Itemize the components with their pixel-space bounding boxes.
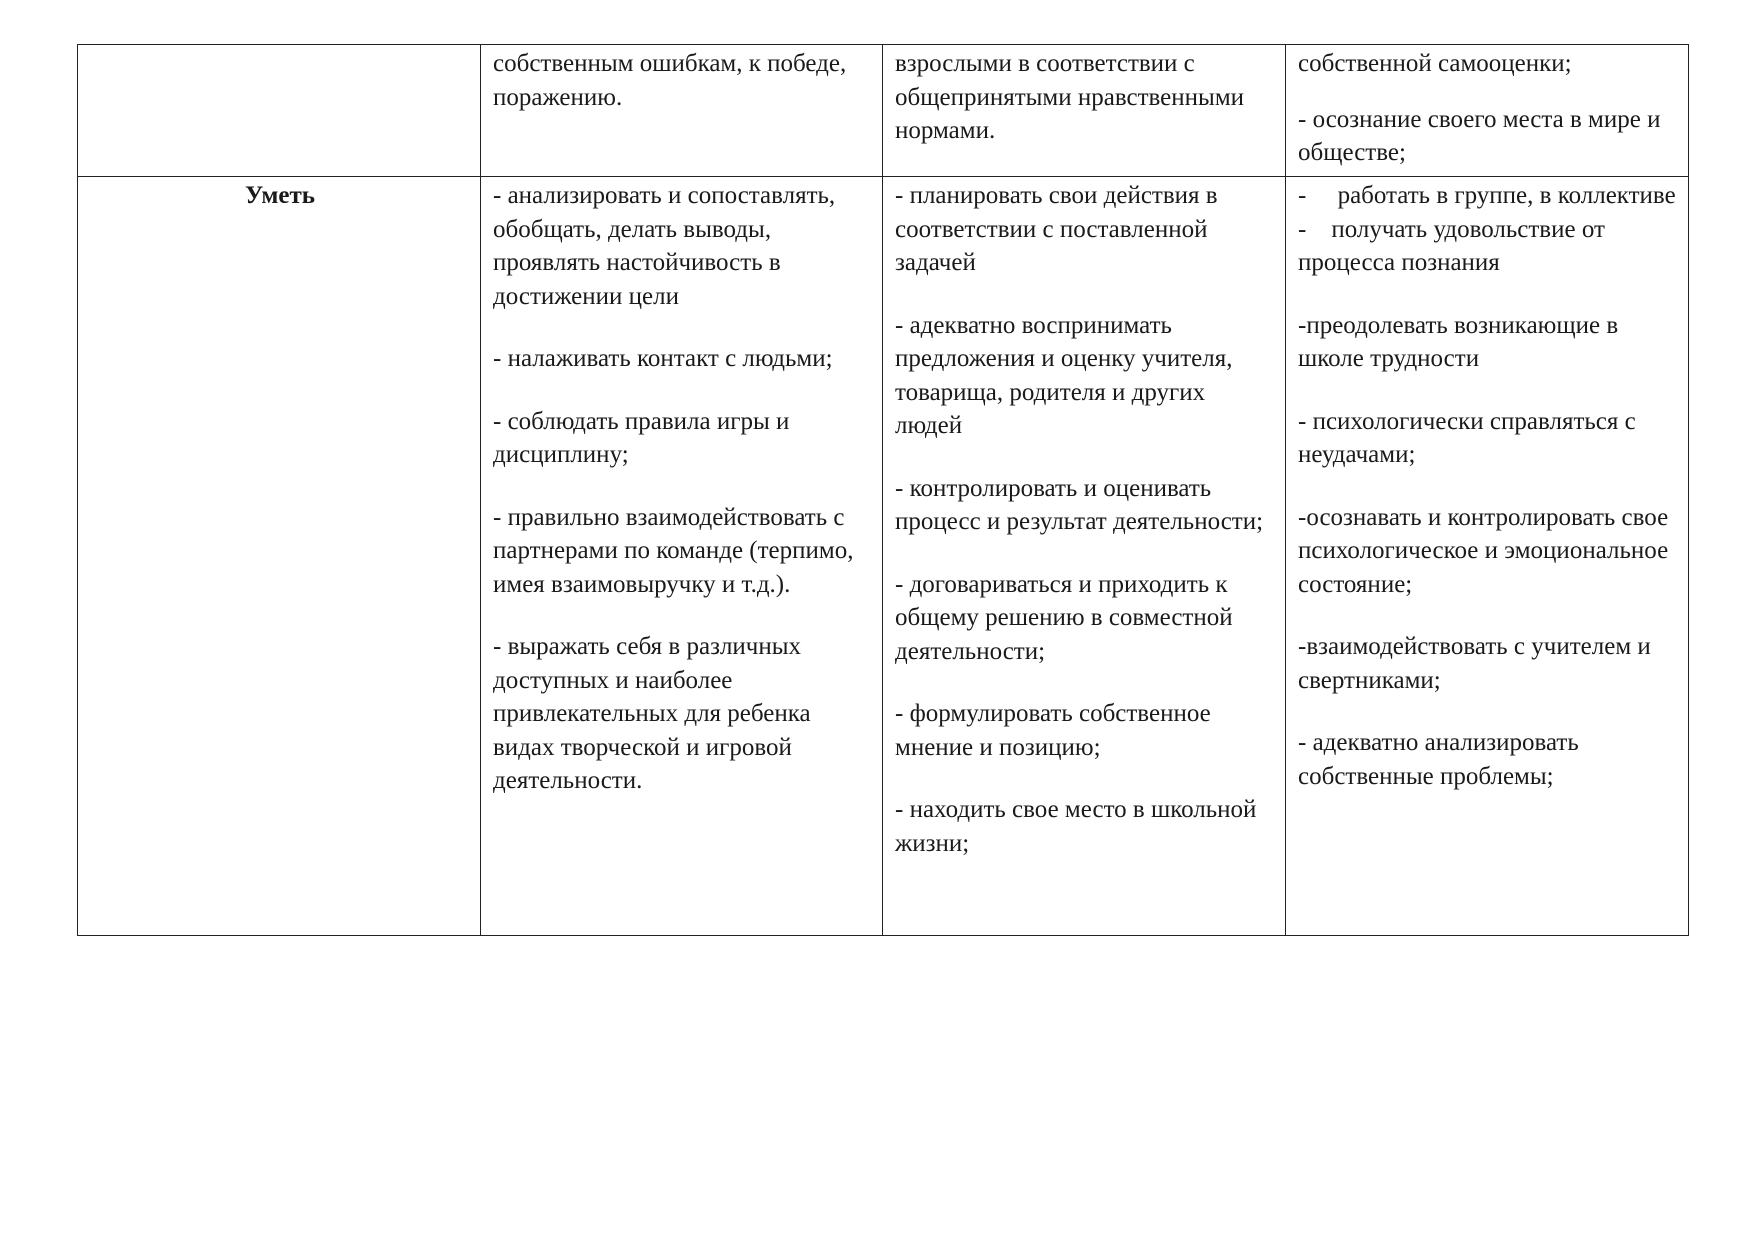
table-cell <box>883 177 1286 936</box>
list-item: - планировать свои действия в соответствии с поставленной задачей <box>895 182 1218 276</box>
list-item: - формулировать собственное мнение и позицию; <box>895 700 1211 761</box>
list-item: - получать удовольствие от процесса познания <box>1298 215 1612 276</box>
cell-text: - осознание своего места в мире и обществе; <box>1298 105 1661 166</box>
list-item: -осознавать и контролировать свое психологическое и эмоциональное состояние; <box>1298 503 1669 598</box>
table-row <box>78 177 1689 936</box>
cell-text: взрослыми в соответствии с общепринятыми нравственными нормами. <box>895 50 1245 144</box>
list-item: - налаживать контакт с людьми; <box>493 345 833 372</box>
table-cell <box>481 45 883 177</box>
cell-text: собственной самооценки; <box>1298 50 1572 77</box>
table-cell <box>481 177 883 936</box>
list-item: - анализировать и сопоставлять, обобщать, делать выводы, проявлять настойчивость в достижении цели <box>493 182 836 310</box>
row-label: Уметь <box>245 182 315 209</box>
list-item: - контролировать и оценивать процесс и результат деятельности; <box>895 474 1264 535</box>
list-item: - находить свое место в школьной жизни; <box>895 796 1257 857</box>
list-item: -взаимодействовать с учителем и свертниками; <box>1298 633 1651 694</box>
row-label-cell <box>78 45 481 177</box>
list-item: -преодолевать возникающие в школе трудности <box>1298 311 1619 372</box>
list-item: - правильно взаимодействовать с партнерами по команде (терпимо, имея взаимовыручку и т.д.). <box>493 503 854 598</box>
table-cell <box>1286 177 1689 936</box>
table-cell <box>883 45 1286 177</box>
list-item: - выражать себя в различных доступных и наиболее привлекательных для ребенка видах творческой и игровой деятельности. <box>493 633 811 794</box>
table-row <box>78 45 1689 177</box>
list-item: - соблюдать правила игры и дисциплину; <box>493 407 790 468</box>
list-item: - адекватно анализировать собственные проблемы; <box>1298 729 1579 790</box>
list-item: - договариваться и приходить к общему решению в совместной деятельности; <box>895 570 1233 665</box>
table-cell <box>1286 45 1689 177</box>
cell-text: собственным ошибкам, к победе, поражению. <box>493 50 847 111</box>
row-label-cell <box>78 177 481 936</box>
list-item: - адекватно воспринимать предложения и оценку учителя, товарища, родителя и других людей <box>895 311 1233 439</box>
list-item: - работать в группе, в коллективе <box>1298 182 1676 209</box>
list-item: - психологически справляться с неудачами; <box>1298 407 1636 468</box>
competency-table <box>77 44 1689 936</box>
